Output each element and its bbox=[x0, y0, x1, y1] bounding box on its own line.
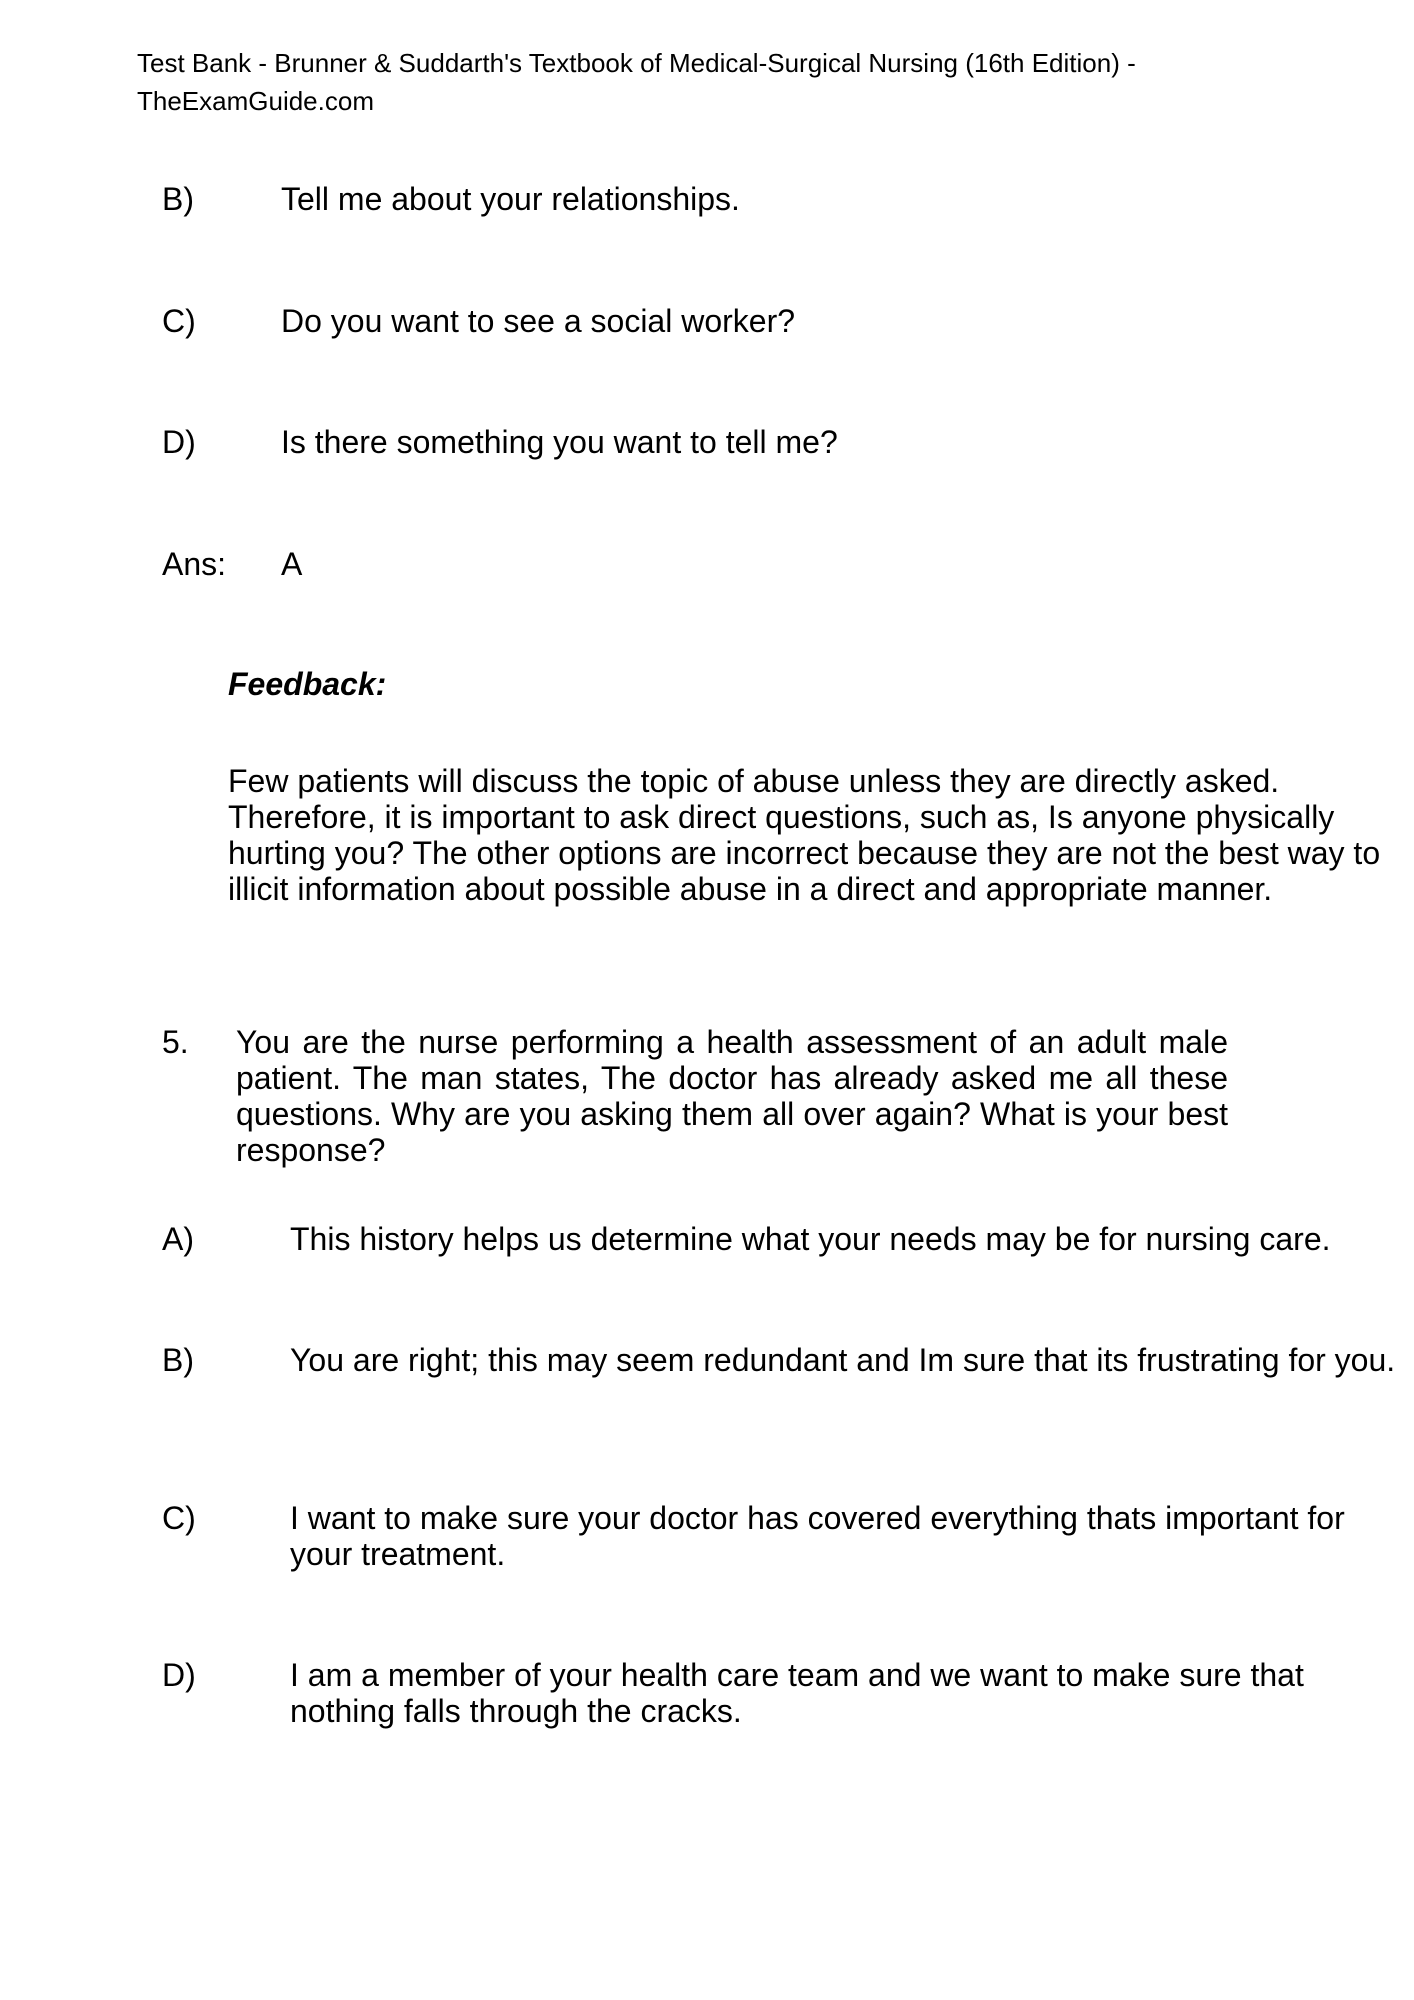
q5-option-a-label: A) bbox=[162, 1221, 194, 1257]
q5-option-c-text: I want to make sure your doctor has covered everything thats important for your treatment. bbox=[290, 1500, 1345, 1572]
answer-label: Ans: bbox=[162, 546, 227, 582]
prev-option-b-text: Tell me about your relationships. bbox=[281, 181, 740, 217]
prev-option-b-label: B) bbox=[162, 181, 194, 217]
answer-value: A bbox=[281, 546, 303, 582]
prev-option-c-label: C) bbox=[162, 303, 196, 339]
q5-option-b-label: B) bbox=[162, 1342, 194, 1378]
q5-option-a-text: This history helps us determine what your needs may be for nursing care. bbox=[290, 1221, 1331, 1257]
q5-option-d-label: D) bbox=[162, 1657, 196, 1693]
feedback-text: Few patients will discuss the topic of abuse unless they are directly asked. Therefore, it is important to ask direct questions, such as, Is anyone physically hurting you? The other options are incorrect because they are not the best way to illicit information about possible abuse in a direct and appropriate manner. bbox=[228, 763, 1381, 907]
q5-option-c-label: C) bbox=[162, 1500, 196, 1536]
prev-option-d-text: Is there something you want to tell me? bbox=[281, 424, 838, 460]
prev-option-c-text: Do you want to see a social worker? bbox=[281, 303, 796, 339]
question-number: 5. bbox=[162, 1024, 189, 1060]
page-header: Test Bank - Brunner & Suddarth's Textbook of Medical-Surgical Nursing (16th Edition) - TheExamGuide.com bbox=[137, 48, 1136, 116]
q5-option-b-text: You are right; this may seem redundant and Im sure that its frustrating for you. bbox=[290, 1342, 1396, 1378]
feedback-heading: Feedback: bbox=[228, 666, 387, 702]
prev-option-d-label: D) bbox=[162, 424, 196, 460]
question-stem: You are the nurse performing a health assessment of an adult male patient. The man states, The doctor has already asked me all these questions. Why are you asking them all over again? What is your best response? bbox=[236, 1024, 1228, 1168]
q5-option-d-text: I am a member of your health care team and we want to make sure that nothing falls through the cracks. bbox=[290, 1657, 1304, 1729]
